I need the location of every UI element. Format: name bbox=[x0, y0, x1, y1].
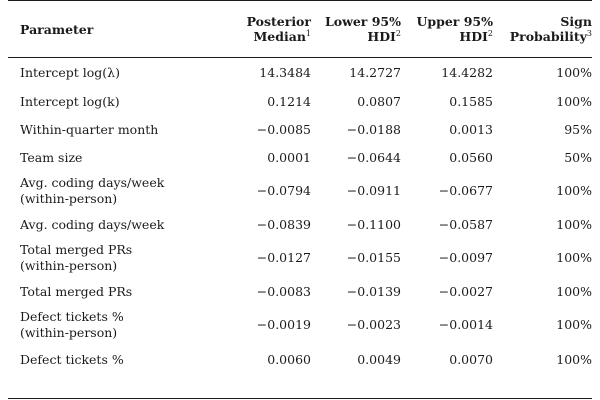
sign-probability-cell: 95% bbox=[564, 122, 592, 137]
upper-hdi-cell: −0.0677 bbox=[438, 183, 493, 198]
table-row bbox=[8, 116, 592, 144]
param-cell bbox=[8, 88, 213, 116]
upper-hdi-cell: 0.0560 bbox=[449, 149, 493, 165]
upper-hdi-cell: 0.1585 bbox=[449, 94, 493, 109]
footnote-marker: 3 bbox=[586, 29, 592, 38]
param-cell bbox=[8, 238, 213, 278]
header-sign-line1: Sign bbox=[560, 14, 592, 29]
footnote-marker: 2 bbox=[395, 29, 401, 38]
lower-hdi-cell: −0.1100 bbox=[346, 216, 401, 232]
param-cell bbox=[8, 171, 213, 211]
header-lower-hdi bbox=[311, 1, 401, 57]
median-cell: −0.0083 bbox=[256, 283, 311, 299]
param-cell bbox=[8, 144, 213, 171]
lower-hdi-cell: 0.0807 bbox=[357, 94, 401, 109]
param-name: Avg. coding days/week bbox=[20, 175, 165, 190]
header-upper-line1: Upper 95% bbox=[416, 14, 493, 29]
param-name: Within-quarter month bbox=[20, 122, 159, 137]
table-row bbox=[8, 88, 592, 116]
param-name: Defect tickets % bbox=[20, 352, 124, 367]
param-qualifier: (within-person) bbox=[20, 258, 118, 273]
param-cell bbox=[8, 305, 213, 345]
median-cell: 0.1214 bbox=[267, 94, 311, 109]
upper-hdi-cell: 0.0070 bbox=[449, 352, 493, 367]
bottom-rule bbox=[8, 398, 592, 399]
param-cell bbox=[8, 345, 213, 375]
median-cell: 0.0060 bbox=[267, 352, 311, 367]
sign-probability-cell: 100% bbox=[556, 250, 592, 265]
median-cell: −0.0839 bbox=[256, 216, 311, 232]
footnote-marker: 1 bbox=[305, 29, 311, 38]
header-median-line1: Posterior bbox=[246, 14, 311, 29]
param-name: Intercept log(k) bbox=[20, 94, 120, 109]
upper-hdi-cell: 0.0013 bbox=[449, 122, 493, 137]
table-row bbox=[8, 305, 592, 345]
table-row bbox=[8, 238, 592, 278]
sign-probability-cell: 100% bbox=[556, 94, 592, 109]
header-lower-line1: Lower 95% bbox=[324, 14, 401, 29]
median-cell: −0.0019 bbox=[256, 317, 311, 332]
table-row bbox=[8, 278, 592, 305]
header-parameter bbox=[8, 1, 213, 57]
upper-hdi-cell: 14.4282 bbox=[441, 64, 493, 80]
sign-probability-cell: 100% bbox=[556, 216, 592, 232]
footnote-marker: 2 bbox=[487, 29, 493, 38]
header-lower-line2: HDI bbox=[367, 29, 396, 44]
upper-hdi-cell: −0.0587 bbox=[438, 216, 493, 232]
lower-hdi-cell: −0.0139 bbox=[346, 283, 401, 299]
lower-hdi-cell: −0.0644 bbox=[346, 149, 401, 165]
param-name: Team size bbox=[20, 149, 83, 165]
header-row bbox=[8, 1, 592, 57]
param-name: Intercept log(λ) bbox=[20, 64, 120, 80]
upper-hdi-cell: −0.0097 bbox=[438, 250, 493, 265]
header-sign-probability bbox=[493, 1, 592, 57]
median-cell: 0.0001 bbox=[267, 149, 311, 165]
median-cell: −0.0127 bbox=[256, 250, 311, 265]
param-name: Total merged PRs bbox=[20, 242, 133, 257]
upper-hdi-cell: −0.0027 bbox=[438, 283, 493, 299]
median-cell: −0.0794 bbox=[256, 183, 311, 198]
param-cell bbox=[8, 57, 213, 88]
header-sign-line2: Probability bbox=[509, 29, 587, 44]
param-qualifier: (within-person) bbox=[20, 325, 118, 340]
header-parameter-label: Parameter bbox=[20, 21, 94, 37]
table-row bbox=[8, 345, 592, 375]
lower-hdi-cell: −0.0023 bbox=[346, 317, 401, 332]
posterior-estimates-table bbox=[8, 1, 592, 375]
lower-hdi-cell: 0.0049 bbox=[357, 352, 401, 367]
table-row bbox=[8, 57, 592, 88]
lower-hdi-cell: 14.2727 bbox=[349, 64, 401, 80]
sign-probability-cell: 100% bbox=[556, 352, 592, 367]
lower-hdi-cell: −0.0188 bbox=[346, 122, 401, 137]
param-cell bbox=[8, 278, 213, 305]
param-qualifier: (within-person) bbox=[20, 191, 118, 206]
param-name: Defect tickets % bbox=[20, 309, 124, 324]
median-cell: 14.3484 bbox=[259, 64, 311, 80]
table-row bbox=[8, 211, 592, 238]
lower-hdi-cell: −0.0155 bbox=[346, 250, 401, 265]
table-row bbox=[8, 171, 592, 211]
header-upper-line2: HDI bbox=[459, 29, 488, 44]
upper-hdi-cell: −0.0014 bbox=[438, 317, 493, 332]
sign-probability-cell: 100% bbox=[556, 317, 592, 332]
header-upper-hdi bbox=[401, 1, 493, 57]
lower-hdi-cell: −0.0911 bbox=[346, 183, 401, 198]
header-posterior-median bbox=[213, 1, 311, 57]
table-row bbox=[8, 144, 592, 171]
param-name: Avg. coding days/week bbox=[20, 216, 165, 232]
header-median-line2: Median bbox=[253, 29, 306, 44]
median-cell: −0.0085 bbox=[256, 122, 311, 137]
sign-probability-cell: 100% bbox=[556, 183, 592, 198]
sign-probability-cell: 50% bbox=[564, 149, 592, 165]
sign-probability-cell: 100% bbox=[556, 283, 592, 299]
sign-probability-cell: 100% bbox=[556, 64, 592, 80]
param-cell bbox=[8, 211, 213, 238]
param-cell bbox=[8, 116, 213, 144]
param-name: Total merged PRs bbox=[20, 283, 133, 299]
